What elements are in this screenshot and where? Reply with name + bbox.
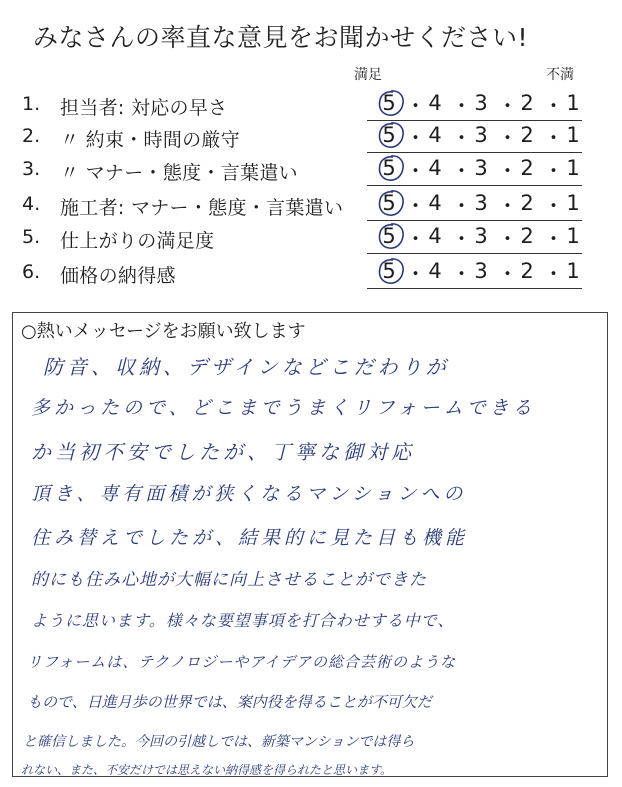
- rating-option-1[interactable]: 1: [566, 191, 580, 215]
- question-row: [22, 190, 582, 224]
- question-number: 4.: [22, 193, 41, 215]
- rating-option-1[interactable]: 1: [566, 123, 580, 147]
- rating-separator: ・: [543, 262, 564, 286]
- rating-separator: ・: [497, 194, 518, 218]
- rating-separator: ・: [497, 227, 518, 251]
- handwritten-line: リフォームは、テクノロジーやアイデアの総合芸術のような: [27, 653, 457, 671]
- rating-scale: [367, 155, 582, 186]
- rating-separator: ・: [405, 126, 426, 150]
- rating-scale: [367, 223, 582, 254]
- rating-separator: ・: [497, 126, 518, 150]
- rating-separator: ・: [543, 126, 564, 150]
- question-text: 価格の納得感: [60, 265, 176, 287]
- rating-scale: [367, 258, 582, 289]
- rating-option-1[interactable]: 1: [566, 259, 580, 283]
- rating-separator: ・: [543, 194, 564, 218]
- rating-separator: ・: [543, 227, 564, 251]
- question-number: 5.: [22, 226, 41, 248]
- handwritten-line: と確信しました。今回の引越しでは、新築マンションでは得ら: [23, 734, 415, 750]
- rating-separator: ・: [405, 159, 426, 183]
- question-row: [22, 90, 582, 124]
- rating-separator: ・: [543, 159, 564, 183]
- selected-circle-icon: [375, 152, 407, 184]
- rating-scale: [367, 122, 582, 153]
- rating-separator: ・: [451, 262, 472, 286]
- rating-option-2[interactable]: 2: [520, 224, 534, 248]
- selected-circle-icon: [375, 119, 407, 151]
- selected-circle-icon: [375, 255, 407, 287]
- rating-separator: ・: [405, 262, 426, 286]
- rating-separator: ・: [451, 94, 472, 118]
- rating-separator: ・: [451, 126, 472, 150]
- question-text: 担当者: 対応の早さ: [60, 97, 228, 119]
- rating-option-5[interactable]: 5: [379, 91, 399, 115]
- rating-option-2[interactable]: 2: [520, 91, 534, 115]
- rating-option-2[interactable]: 2: [520, 156, 534, 180]
- rating-option-4[interactable]: 4: [428, 91, 442, 115]
- rating-option-3[interactable]: 3: [474, 191, 488, 215]
- survey-title: みなさんの率直な意見をお聞かせください!: [33, 23, 529, 52]
- rating-separator: ・: [451, 159, 472, 183]
- handwritten-line: もので、日進月歩の世界では、案内役を得ることが不可欠だ: [27, 693, 432, 711]
- handwritten-line: 多かったので、どこまでうまくリフォームできる: [31, 397, 536, 419]
- rating-scale: [367, 90, 582, 121]
- scale-low-label: 不満: [546, 67, 574, 83]
- rating-separator: ・: [497, 94, 518, 118]
- rating-option-4[interactable]: 4: [428, 156, 442, 180]
- rating-option-1[interactable]: 1: [566, 91, 580, 115]
- handwritten-line: 的にも住み心地が大幅に向上させることができた: [31, 570, 427, 590]
- question-number: 1.: [22, 93, 41, 115]
- rating-option-4[interactable]: 4: [428, 259, 442, 283]
- handwritten-line: ように思います。様々な要望事項を打合わせする中で、: [31, 611, 455, 630]
- selected-circle-icon: [375, 220, 407, 252]
- handwritten-line: か当初不安でしたが、丁寧な御対応: [31, 440, 415, 464]
- question-row: [22, 122, 582, 156]
- rating-option-4[interactable]: 4: [428, 224, 442, 248]
- rating-scale: [367, 190, 582, 221]
- rating-option-5[interactable]: 5: [379, 259, 399, 283]
- question-text: 〃 マナー・態度・言葉遣い: [60, 162, 298, 184]
- rating-separator: ・: [405, 227, 426, 251]
- selected-circle-icon: [375, 87, 407, 119]
- rating-option-5[interactable]: 5: [379, 156, 399, 180]
- rating-separator: ・: [451, 227, 472, 251]
- message-header: ○熱いメッセージをお願い致します: [21, 321, 306, 342]
- rating-option-2[interactable]: 2: [520, 191, 534, 215]
- rating-option-4[interactable]: 4: [428, 191, 442, 215]
- rating-option-3[interactable]: 3: [474, 224, 488, 248]
- handwritten-line: れない、また、不安だけでは思えない納得感を得られたと思います。: [21, 763, 393, 777]
- question-row: [22, 258, 582, 292]
- rating-separator: ・: [451, 194, 472, 218]
- rating-option-5[interactable]: 5: [379, 123, 399, 147]
- question-number: 3.: [22, 158, 41, 180]
- handwritten-line: 防音、収納、デザインなどこだわりが: [43, 355, 450, 379]
- rating-option-2[interactable]: 2: [520, 123, 534, 147]
- rating-separator: ・: [405, 94, 426, 118]
- rating-option-4[interactable]: 4: [428, 123, 442, 147]
- scale-high-label: 満足: [354, 67, 382, 83]
- question-number: 2.: [22, 125, 41, 147]
- question-row: [22, 223, 582, 257]
- rating-separator: ・: [405, 194, 426, 218]
- rating-separator: ・: [497, 159, 518, 183]
- question-text: 〃 約束・時間の厳守: [60, 129, 241, 151]
- selected-circle-icon: [375, 187, 407, 219]
- rating-option-1[interactable]: 1: [566, 156, 580, 180]
- rating-option-3[interactable]: 3: [474, 259, 488, 283]
- rating-option-3[interactable]: 3: [474, 123, 488, 147]
- rating-option-5[interactable]: 5: [379, 224, 399, 248]
- rating-option-1[interactable]: 1: [566, 224, 580, 248]
- question-text: 施工者: マナー・態度・言葉遣い: [60, 197, 344, 219]
- rating-option-5[interactable]: 5: [379, 191, 399, 215]
- rating-option-2[interactable]: 2: [520, 259, 534, 283]
- question-row: [22, 155, 582, 189]
- handwritten-line: 頂き、専有面積が狭くなるマンションへの: [31, 483, 467, 505]
- scale-labels: [354, 64, 574, 84]
- rating-separator: ・: [543, 94, 564, 118]
- question-text: 仕上がりの満足度: [60, 230, 215, 252]
- rating-separator: ・: [497, 262, 518, 286]
- message-box: [12, 312, 608, 777]
- rating-option-3[interactable]: 3: [474, 156, 488, 180]
- handwritten-line: 住み替えでしたが、結果的に見た目も機能: [31, 527, 469, 549]
- rating-option-3[interactable]: 3: [474, 91, 488, 115]
- question-number: 6.: [22, 261, 41, 283]
